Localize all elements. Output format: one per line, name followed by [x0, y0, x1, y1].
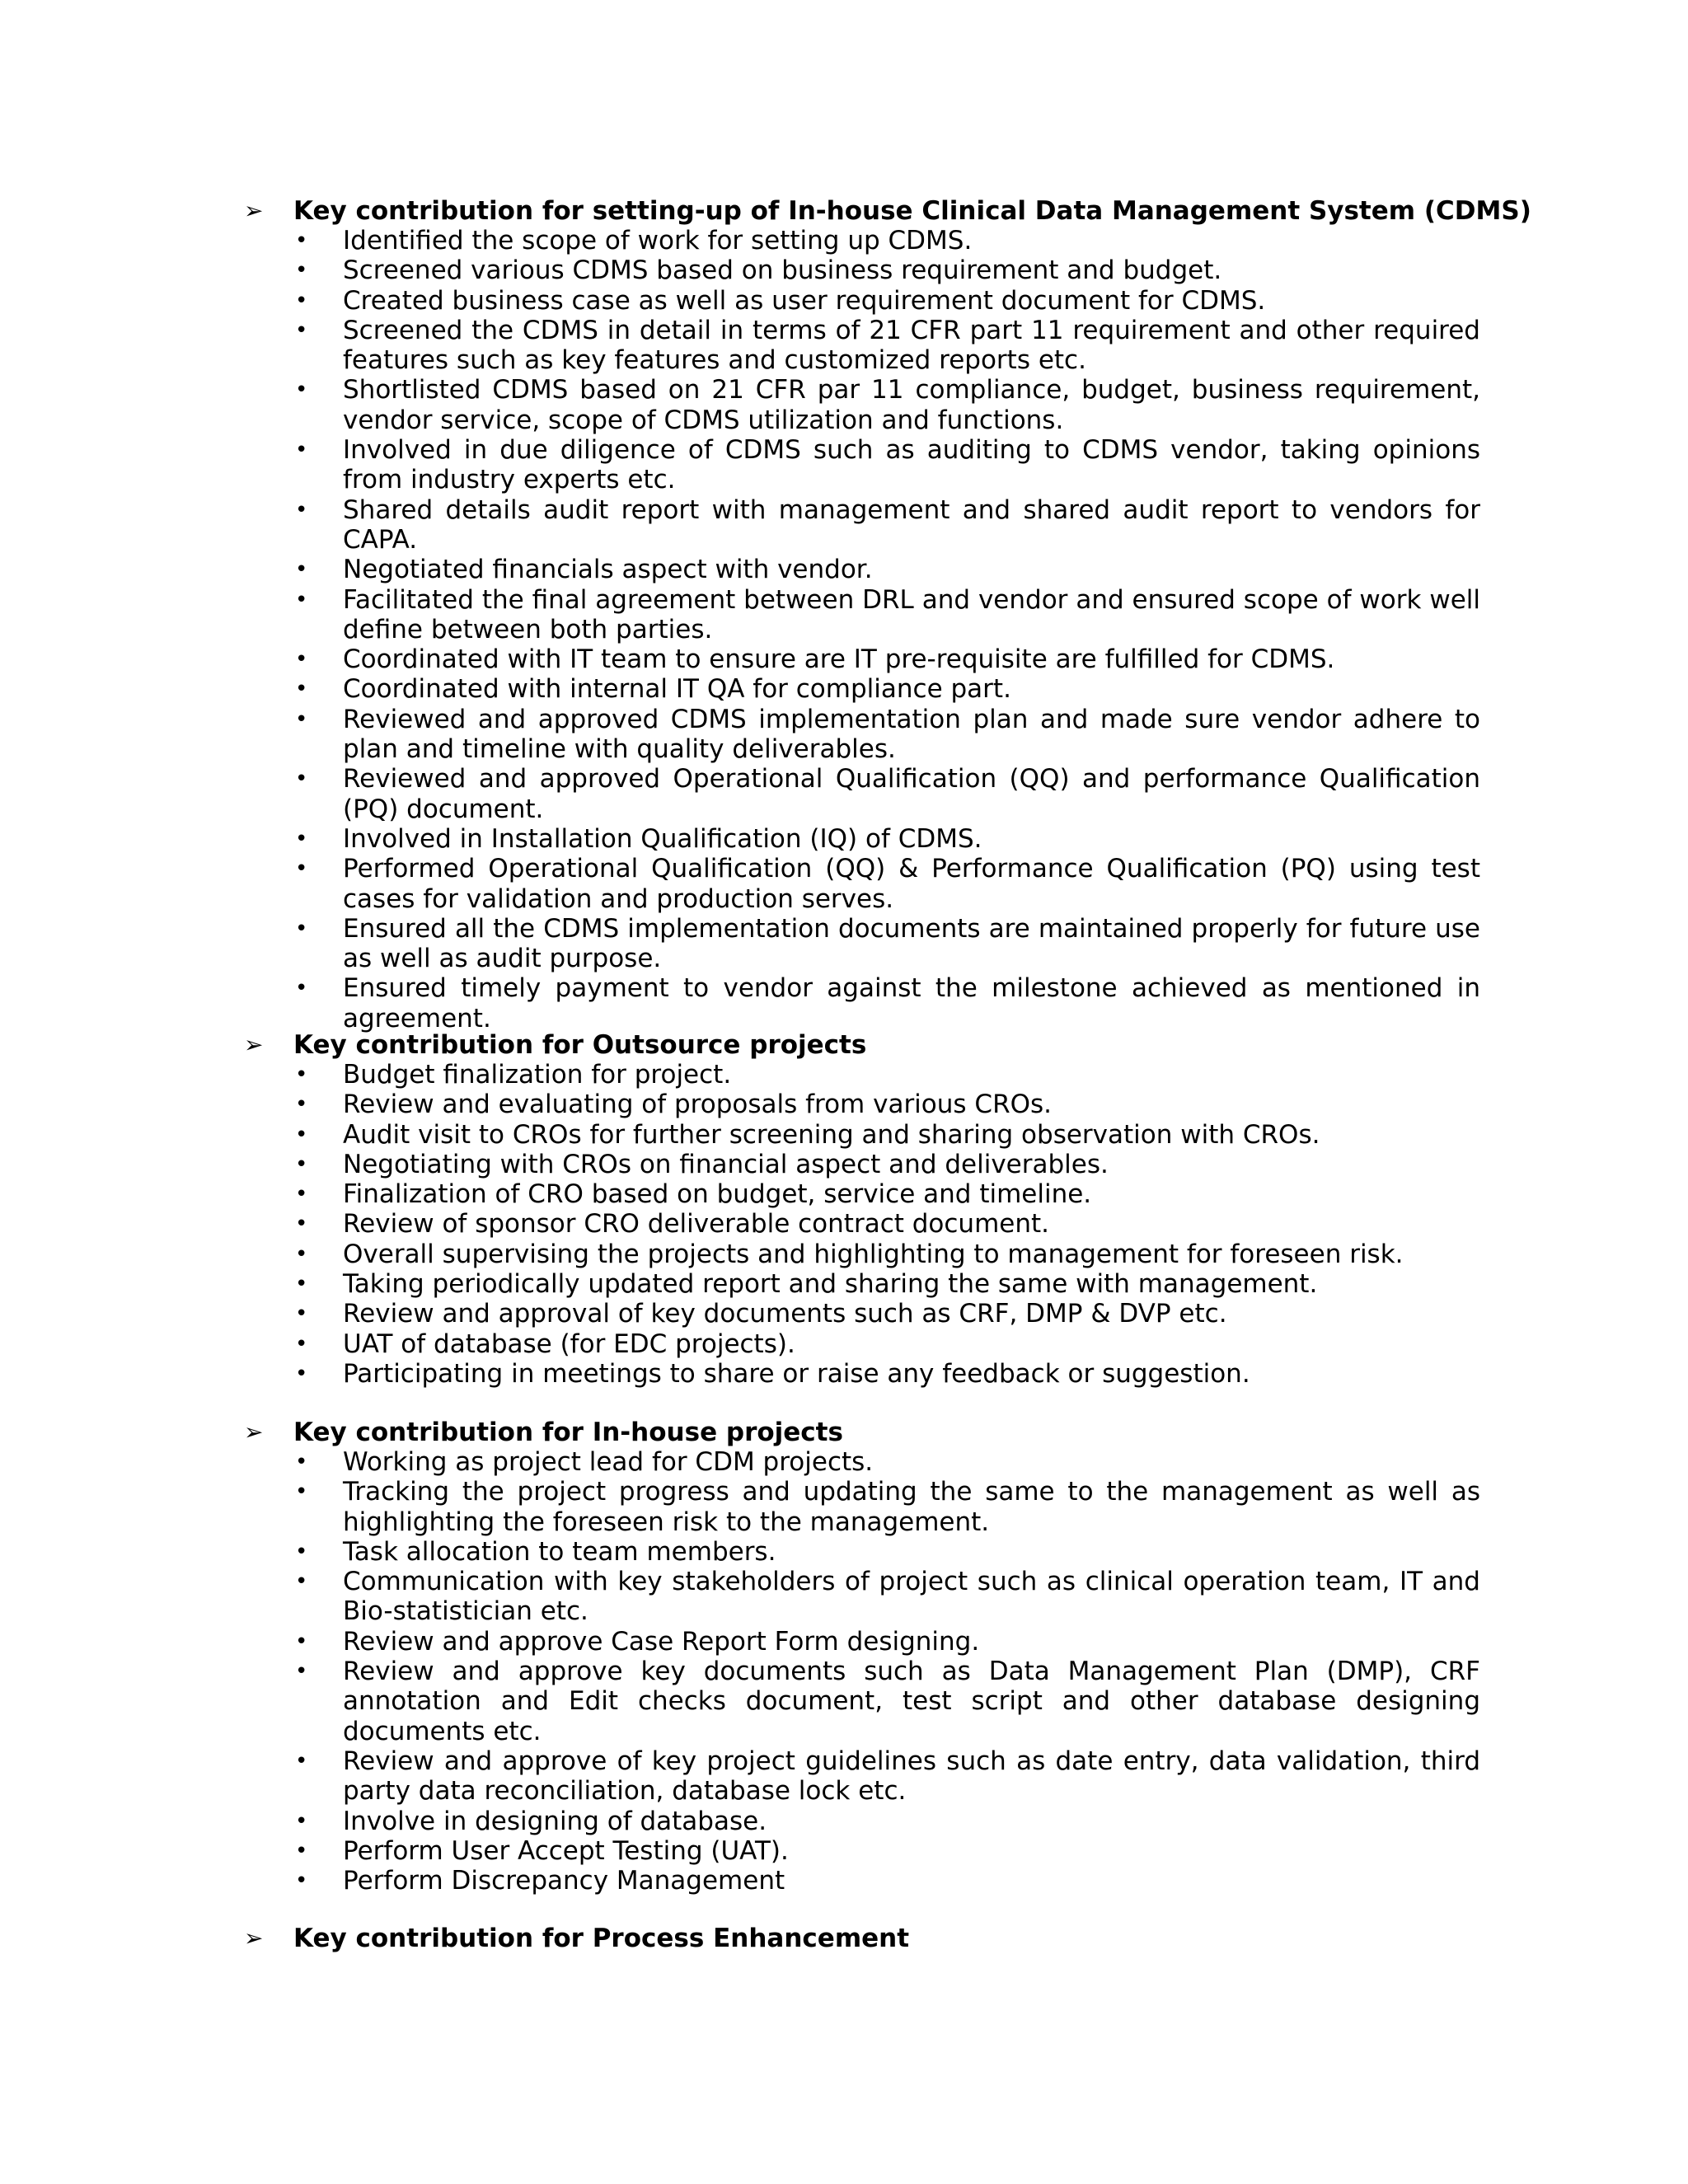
- list-item: • Negotiating with CROs on financial aspect and deliverables.: [295, 1149, 1109, 1179]
- bullet-list: [244, 1060, 1480, 1389]
- bullet-icon: •: [295, 228, 308, 253]
- list-item: • Review and approval of key documents such as CRF, DMP & DVP etc.: [295, 1299, 1227, 1329]
- section-heading: [244, 1418, 1480, 1447]
- bullet-icon: •: [295, 1301, 308, 1327]
- bullet-icon: •: [295, 1241, 308, 1267]
- list-item: • Perform Discrepancy Management: [295, 1866, 785, 1896]
- list-item: • Task allocation to team members.: [295, 1536, 776, 1567]
- bullet-icon: •: [295, 1092, 308, 1118]
- bullet-icon: •: [295, 258, 308, 284]
- section-heading: [244, 1924, 1480, 1953]
- section-process-enhancement: [244, 1924, 1480, 1953]
- list-item: • Communication with key stakeholders of project such as clinical operation team, IT and Bio-statistician etc.: [295, 1567, 1480, 1627]
- list-item: • Overall supervising the projects and highlighting to management for foreseen risk.: [295, 1239, 1404, 1269]
- bullet-icon: •: [295, 706, 308, 732]
- list-item: • Budget finalization for project.: [295, 1060, 732, 1090]
- bullet-icon: •: [295, 1838, 308, 1863]
- bullet-icon: •: [295, 1479, 308, 1505]
- heading-text: Key contribution for In-house projects: [293, 1418, 843, 1447]
- list-item: • Negotiated financials aspect with vendor.: [295, 555, 873, 585]
- bullet-icon: •: [295, 1629, 308, 1654]
- bullet-icon: •: [295, 856, 308, 882]
- bullet-icon: •: [295, 1450, 308, 1474]
- bullet-icon: •: [295, 1361, 308, 1386]
- section-cdms: [244, 196, 1531, 1033]
- section-inhouse: [244, 1418, 1480, 1896]
- list-item: • Coordinated with internal IT QA for compliance part.: [295, 674, 1011, 705]
- list-item: • Shared details audit report with management and shared audit report to vendors for CAPA.: [295, 494, 1480, 555]
- heading-text: Key contribution for Outsource projects: [293, 1030, 867, 1060]
- bullet-icon: •: [295, 497, 308, 523]
- list-item: • Screened the CDMS in detail in terms of 21 CFR part 11 requirement and other required features such as key features and customized reports etc.: [295, 315, 1480, 376]
- list-item: • Involve in designing of database.: [295, 1806, 767, 1836]
- list-item: • Tracking the project progress and updating the same to the management as well as highlighting the foreseen risk to the management.: [295, 1477, 1480, 1537]
- list-item: • Ensured timely payment to vendor against the milestone achieved as mentioned in agreement.: [295, 973, 1480, 1033]
- list-item: • Reviewed and approved CDMS implementation plan and made sure vendor adhere to plan and timeline with quality deliverables.: [295, 704, 1480, 765]
- bullet-icon: •: [295, 1062, 308, 1087]
- list-item: • Reviewed and approved Operational Qualification (QQ) and performance Qualification (PQ) document.: [295, 764, 1480, 824]
- list-item: • Involved in due diligence of CDMS such as auditing to CDMS vendor, taking opinions from industry experts etc.: [295, 435, 1480, 495]
- list-item: • Review and approve key documents such as Data Management Plan (DMP), CRF annotation and Edit checks document, test script and other database designing documents etc.: [295, 1657, 1480, 1746]
- bullet-icon: •: [295, 557, 308, 583]
- list-item: • Involved in Installation Qualification (IQ) of CDMS.: [295, 823, 982, 854]
- list-item: • Shortlisted CDMS based on 21 CFR par 11 compliance, budget, business requirement, vendor service, scope of CDMS utilization and functions.: [295, 375, 1480, 435]
- list-item: • Review and approve Case Report Form designing.: [295, 1626, 980, 1657]
- heading-text: Key contribution for Process Enhancement: [293, 1924, 910, 1953]
- list-item: • Working as project lead for CDM projects.: [295, 1447, 874, 1477]
- bullet-list: [244, 226, 1480, 1033]
- bullet-icon: •: [295, 1748, 308, 1774]
- list-item: • Perform User Accept Testing (UAT).: [295, 1835, 789, 1866]
- heading-text: Key contribution for setting-up of In-house Clinical Data Management System (CDMS): [293, 196, 1531, 226]
- bullet-icon: •: [295, 377, 308, 403]
- bullet-icon: •: [295, 317, 308, 343]
- bullet-icon: •: [295, 916, 308, 941]
- bullet-icon: •: [295, 1331, 308, 1357]
- bullet-icon: •: [295, 288, 308, 313]
- bullet-icon: •: [295, 1182, 308, 1207]
- list-item: • Review of sponsor CRO deliverable contract document.: [295, 1209, 1050, 1240]
- bullet-icon: •: [295, 1122, 308, 1147]
- bullet-list: [244, 1447, 1480, 1896]
- list-item: • Ensured all the CDMS implementation documents are maintained properly for future use as well as audit purpose.: [295, 913, 1480, 974]
- bullet-icon: •: [295, 1569, 308, 1595]
- bullet-icon: •: [295, 1868, 308, 1894]
- section-heading: [244, 196, 1531, 226]
- list-item: • Taking periodically updated report and sharing the same with management.: [295, 1269, 1318, 1300]
- list-item: • Performed Operational Qualification (QQ) & Performance Qualification (PQ) using test cases for validation and production serves.: [295, 854, 1480, 914]
- bullet-icon: •: [295, 1659, 308, 1685]
- bullet-icon: •: [295, 1212, 308, 1237]
- bullet-icon: •: [295, 1272, 308, 1297]
- list-item: • Participating in meetings to share or raise any feedback or suggestion.: [295, 1358, 1250, 1389]
- bullet-icon: •: [295, 826, 308, 851]
- bullet-icon: •: [295, 438, 308, 463]
- list-item: • Review and evaluating of proposals from various CROs.: [295, 1090, 1053, 1120]
- bullet-icon: •: [295, 1539, 308, 1564]
- list-item: • Created business case as well as user requirement document for CDMS.: [295, 285, 1266, 316]
- arrow-bullet-icon: ➢: [244, 1418, 264, 1446]
- arrow-bullet-icon: ➢: [244, 197, 264, 224]
- bullet-icon: •: [295, 677, 308, 702]
- list-item: • Screened various CDMS based on business requirement and budget.: [295, 255, 1222, 286]
- list-item: • Finalization of CRO based on budget, service and timeline.: [295, 1179, 1092, 1210]
- bullet-icon: •: [295, 587, 308, 612]
- section-heading: [244, 1030, 1480, 1060]
- bullet-icon: •: [295, 647, 308, 673]
- list-item: • Coordinated with IT team to ensure are IT pre-requisite are fulfilled for CDMS.: [295, 644, 1335, 675]
- list-item: • Facilitated the final agreement between DRL and vendor and ensured scope of work well define between both parties.: [295, 584, 1480, 644]
- list-item: • UAT of database (for EDC projects).: [295, 1329, 795, 1359]
- bullet-icon: •: [295, 1808, 308, 1834]
- arrow-bullet-icon: ➢: [244, 1924, 264, 1952]
- bullet-icon: •: [295, 1151, 308, 1177]
- bullet-icon: •: [295, 766, 308, 792]
- bullet-icon: •: [295, 976, 308, 1001]
- list-item: • Identified the scope of work for setting up CDMS.: [295, 226, 973, 255]
- list-item: • Audit visit to CROs for further screening and sharing observation with CROs.: [295, 1119, 1320, 1150]
- list-item: • Review and approve of key project guidelines such as date entry, data validation, third party data reconciliation, database lock etc.: [295, 1746, 1480, 1807]
- arrow-bullet-icon: ➢: [244, 1031, 264, 1058]
- section-outsource: [244, 1030, 1480, 1389]
